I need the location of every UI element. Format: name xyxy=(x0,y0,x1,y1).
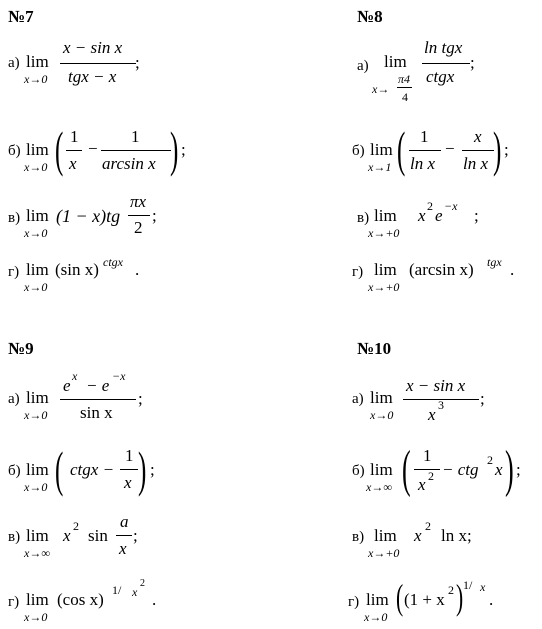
punctuation: ; xyxy=(504,140,509,159)
exponent: 2 xyxy=(487,453,493,467)
function-name: sin xyxy=(88,526,108,545)
numerator-base: e xyxy=(63,376,71,395)
base-expression: (arcsin x) xyxy=(409,260,474,279)
fraction-bar xyxy=(116,535,132,536)
base-expression: (1 + x xyxy=(404,590,445,609)
open-paren: ( xyxy=(396,577,404,617)
item-label: а) xyxy=(8,391,20,407)
open-paren: ( xyxy=(397,121,406,177)
punctuation: ; xyxy=(135,53,140,72)
minus-sign: − xyxy=(445,139,455,158)
fraction-numerator: x − sin x xyxy=(406,376,466,395)
lim-operator: lim xyxy=(26,140,49,159)
fraction-denominator: ln x xyxy=(463,154,489,173)
punctuation: ; xyxy=(181,140,186,159)
expression-x: x xyxy=(495,460,503,479)
lim-subscript: x→0 xyxy=(24,408,48,422)
item-label: в) xyxy=(8,210,21,226)
item-label: в) xyxy=(8,529,21,545)
problem-number: №9 xyxy=(8,339,34,358)
punctuation: ; xyxy=(150,460,155,479)
close-paren: ) xyxy=(505,441,514,498)
open-paren: ( xyxy=(55,441,64,497)
lim-subscript: x→0 xyxy=(24,160,48,174)
base-expression: (sin x) xyxy=(55,260,99,279)
minus-sign: − xyxy=(88,139,98,158)
fraction-bar xyxy=(60,399,136,400)
lim-subscript: x→+0 xyxy=(368,280,400,294)
expression: ln x; xyxy=(441,526,472,545)
lim-subscript: x→+0 xyxy=(368,546,400,560)
punctuation: ; xyxy=(152,206,157,225)
fraction-denominator: ln x xyxy=(410,154,436,173)
exponent-x: x xyxy=(480,580,486,594)
subscript-numerator: π4 xyxy=(398,72,411,86)
lim-operator: lim xyxy=(26,206,49,225)
lim-subscript: x→0 xyxy=(24,480,48,494)
open-paren: ( xyxy=(55,121,64,177)
fraction-numerator: 1 xyxy=(70,127,79,146)
fraction-bar xyxy=(120,469,138,470)
exponent: 2 xyxy=(427,199,433,213)
fraction-denominator: x xyxy=(69,154,77,173)
item-label: а) xyxy=(8,55,20,71)
close-paren: ) xyxy=(170,121,179,177)
fraction-numerator: 1 xyxy=(131,127,140,146)
punctuation: ; xyxy=(133,526,138,545)
lim-operator: lim xyxy=(26,52,49,71)
punctuation: . xyxy=(510,260,515,279)
fraction-denominator: x xyxy=(418,475,426,494)
item-label: б) xyxy=(352,143,365,159)
item-label: г) xyxy=(348,594,360,610)
close-paren: ) xyxy=(493,121,502,177)
base-x: x xyxy=(414,526,422,545)
numerator-term: − e xyxy=(86,376,110,395)
lim-subscript: x→ xyxy=(372,82,390,96)
fraction-numerator: a xyxy=(120,512,129,531)
fraction-bar xyxy=(128,215,150,216)
lim-operator: lim xyxy=(384,52,407,71)
exponent: 1/ xyxy=(112,583,122,597)
item-label: б) xyxy=(8,463,21,479)
exponent: 2 xyxy=(425,519,431,533)
exponent: 2 xyxy=(73,519,79,533)
punctuation: . xyxy=(152,590,157,609)
fraction-bar xyxy=(409,150,441,151)
punctuation: . xyxy=(135,260,140,279)
close-paren: ) xyxy=(138,441,147,497)
lim-subscript: x→0 xyxy=(24,72,48,86)
exponent: 2 xyxy=(448,583,454,597)
fraction-denominator: x xyxy=(124,473,132,492)
exponent: x xyxy=(72,369,78,383)
open-paren: ( xyxy=(402,441,411,498)
lim-subscript: x→0 xyxy=(364,610,388,624)
fraction-bar xyxy=(414,469,440,470)
fraction-denominator: sin x xyxy=(80,403,113,422)
lim-operator: lim xyxy=(366,590,389,609)
fraction-denominator: arcsin x xyxy=(102,154,156,173)
fraction-denominator: ctgx xyxy=(426,67,455,86)
lim-subscript: x→∞ xyxy=(366,480,392,494)
problem-number: №7 xyxy=(8,7,34,26)
lim-operator: lim xyxy=(374,526,397,545)
lim-operator: lim xyxy=(374,206,397,225)
problem-number: №10 xyxy=(357,339,392,358)
fraction-bar xyxy=(422,63,470,64)
fraction-denominator: 2 xyxy=(134,218,143,237)
exponent: tgx xyxy=(487,255,502,269)
fraction-numerator: πx xyxy=(130,192,147,211)
lim-operator: lim xyxy=(26,526,49,545)
item-label: г) xyxy=(352,264,364,280)
punctuation: ; xyxy=(470,53,475,72)
lim-subscript: x→0 xyxy=(24,226,48,240)
problem-number: №8 xyxy=(357,7,383,26)
fraction-numerator: ln tgx xyxy=(424,38,463,57)
fraction-numerator: 1 xyxy=(423,446,432,465)
lim-operator: lim xyxy=(374,260,397,279)
lim-operator: lim xyxy=(370,388,393,407)
lim-subscript: x→∞ xyxy=(24,546,50,560)
item-label: г) xyxy=(8,594,20,610)
lim-subscript: x→+0 xyxy=(368,226,400,240)
punctuation: ; xyxy=(516,460,521,479)
lim-subscript: x→1 xyxy=(368,160,392,174)
expression: (1 − x)tg xyxy=(56,206,121,226)
lim-operator: lim xyxy=(26,460,49,479)
lim-operator: lim xyxy=(26,260,49,279)
fraction-denominator: tgx − x xyxy=(68,67,117,86)
close-paren: ) xyxy=(456,577,464,617)
expression: − ctg xyxy=(442,460,479,479)
fraction-numerator: 1 xyxy=(420,127,429,146)
fraction-bar xyxy=(66,150,82,151)
punctuation: ; xyxy=(480,389,485,408)
exponent: 1/ xyxy=(463,578,473,592)
punctuation: ; xyxy=(474,206,479,225)
fraction-numerator: x − sin x xyxy=(63,38,123,57)
lim-subscript: x→0 xyxy=(24,280,48,294)
item-label: в) xyxy=(352,529,365,545)
subscript-denominator: 4 xyxy=(402,90,408,104)
fraction-bar xyxy=(462,150,494,151)
base-e: e xyxy=(435,206,443,225)
item-label: г) xyxy=(8,264,20,280)
item-label: а) xyxy=(352,391,364,407)
lim-operator: lim xyxy=(26,590,49,609)
exponent: −x xyxy=(112,369,126,383)
exponent: 3 xyxy=(438,398,444,412)
base-x: x xyxy=(63,526,71,545)
item-label: б) xyxy=(8,143,21,159)
lim-subscript: x→0 xyxy=(370,408,394,422)
exponent-power: 2 xyxy=(140,578,145,589)
subscript-bar xyxy=(397,87,412,88)
exponent: ctgx xyxy=(103,255,123,269)
punctuation: ; xyxy=(138,389,143,408)
fraction-denominator: x xyxy=(428,405,436,424)
fraction-numerator: x xyxy=(474,127,482,146)
exponent: −x xyxy=(444,199,458,213)
fraction-numerator: 1 xyxy=(125,446,134,465)
fraction-bar xyxy=(101,150,171,151)
fraction-denominator: x xyxy=(119,539,127,558)
item-label: в) xyxy=(357,210,370,226)
expression: ctgx − xyxy=(70,460,115,479)
item-label: а) xyxy=(357,58,369,74)
lim-operator: lim xyxy=(370,460,393,479)
lim-operator: lim xyxy=(26,388,49,407)
exponent-x: x xyxy=(132,585,138,599)
lim-operator: lim xyxy=(370,140,393,159)
fraction-bar xyxy=(60,63,136,64)
base-x: x xyxy=(418,206,426,225)
exponent: 2 xyxy=(428,469,434,483)
item-label: б) xyxy=(352,463,365,479)
base-expression: (cos x) xyxy=(57,590,104,609)
lim-subscript: x→0 xyxy=(24,610,48,624)
punctuation: . xyxy=(489,590,494,609)
